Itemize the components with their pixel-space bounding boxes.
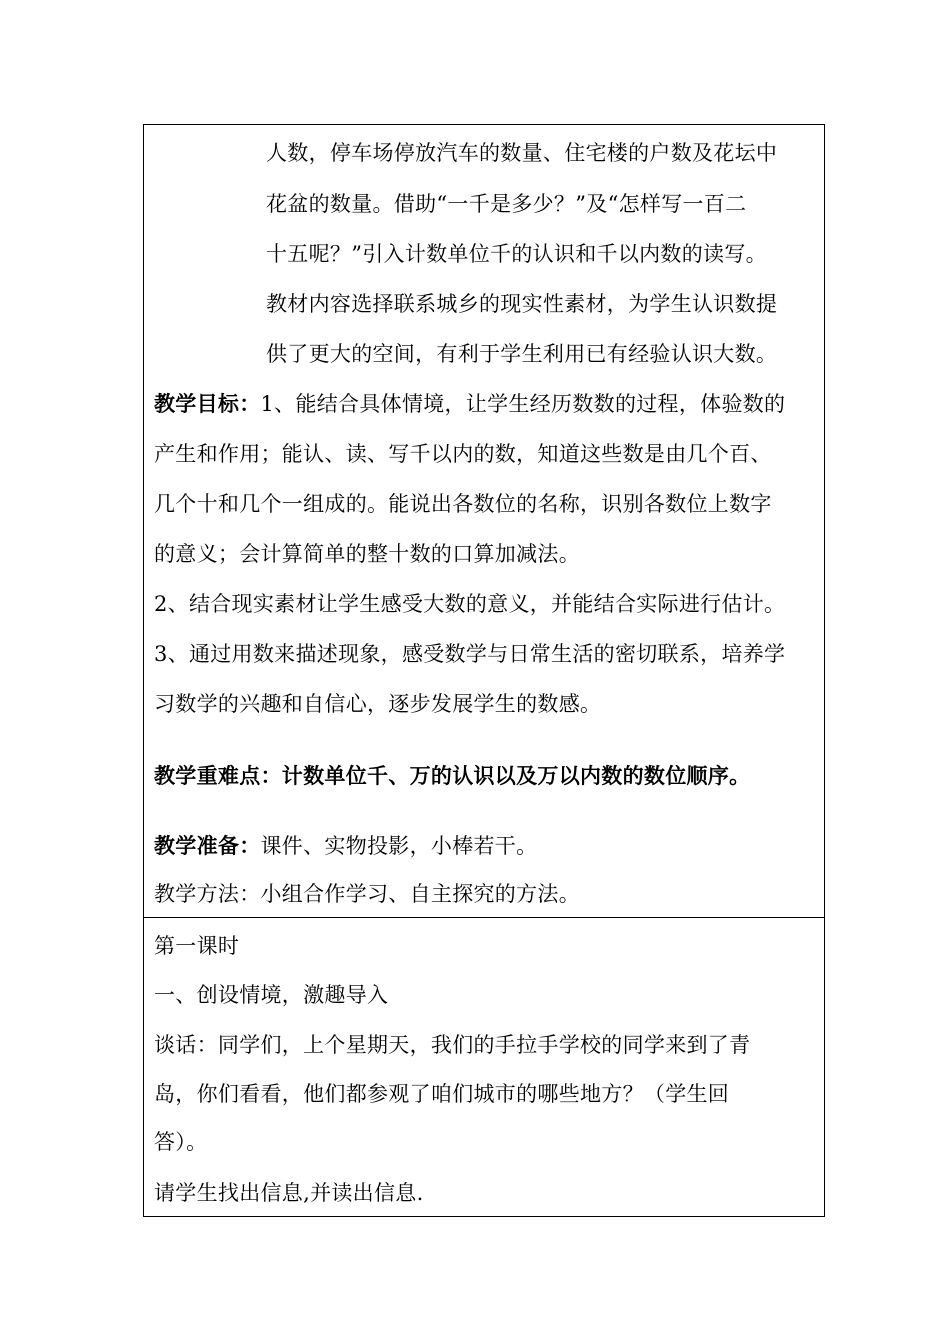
preparation-label: 教学准备：	[154, 833, 261, 858]
preparation-text: 课件、实物投影，小棒若干。	[260, 834, 538, 858]
key-points: 教学重难点：计数单位千、万的认识以及万以内数的数位顺序。	[154, 763, 751, 788]
method-line: 教学方法：小组合作学习、自主探究的方法。	[154, 882, 580, 906]
lesson-plan-table	[143, 124, 825, 1217]
objectives-line-5: 2、结合现实素材让学生感受大数的意义，并能结合实际进行估计。	[154, 592, 786, 616]
objectives-line-3: 几个十和几个一组成的。能说出各数位的名称，识别各数位上数字	[154, 492, 772, 516]
talk-line-3: 答）。	[154, 1130, 208, 1154]
talk-line-1: 谈话：同学们，上个星期天，我们的手拉手学校的同学来到了青	[154, 1033, 751, 1057]
intro-line-2: 花盆的数量。借助“一千是多少？”及“怎样写一百二	[266, 192, 747, 216]
lesson-title: 第一课时	[154, 934, 240, 958]
instruction-line: 请学生找出信息,并读出信息.	[154, 1181, 424, 1205]
objectives-text-1: 1、能结合具体情境，让学生经历数数的过程，体验数的	[260, 392, 786, 416]
talk-line-2: 岛，你们看看，他们都参观了咱们城市的哪些地方？（学生回	[154, 1082, 730, 1106]
objectives-line-1	[154, 391, 785, 417]
intro-line-1: 人数，停车场停放汽车的数量、住宅楼的户数及花坛中	[266, 141, 778, 165]
objectives-label: 教学目标：	[154, 391, 261, 416]
objectives-line-2: 产生和作用；能认、读、写千以内的数，知道这些数是由几个百、	[154, 442, 772, 466]
section-title: 一、创设情境，激趣导入	[154, 983, 389, 1007]
intro-line-3: 十五呢？”引入计数单位千的认识和千以内数的读写。	[266, 242, 767, 266]
preparation-line	[154, 833, 537, 859]
intro-line-5: 供了更大的空间，有利于学生利用已有经验认识大数。	[266, 342, 778, 366]
intro-line-4: 教材内容选择联系城乡的现实性素材，为学生认识数提	[266, 292, 778, 316]
objectives-line-4: 的意义；会计算简单的整十数的口算加减法。	[154, 542, 580, 566]
objectives-line-6: 3、通过用数来描述现象，感受数学与日常生活的密切联系，培养学	[154, 642, 786, 666]
objectives-line-7: 习数学的兴趣和自信心，逐步发展学生的数感。	[154, 692, 602, 716]
cell-divider	[144, 917, 824, 918]
